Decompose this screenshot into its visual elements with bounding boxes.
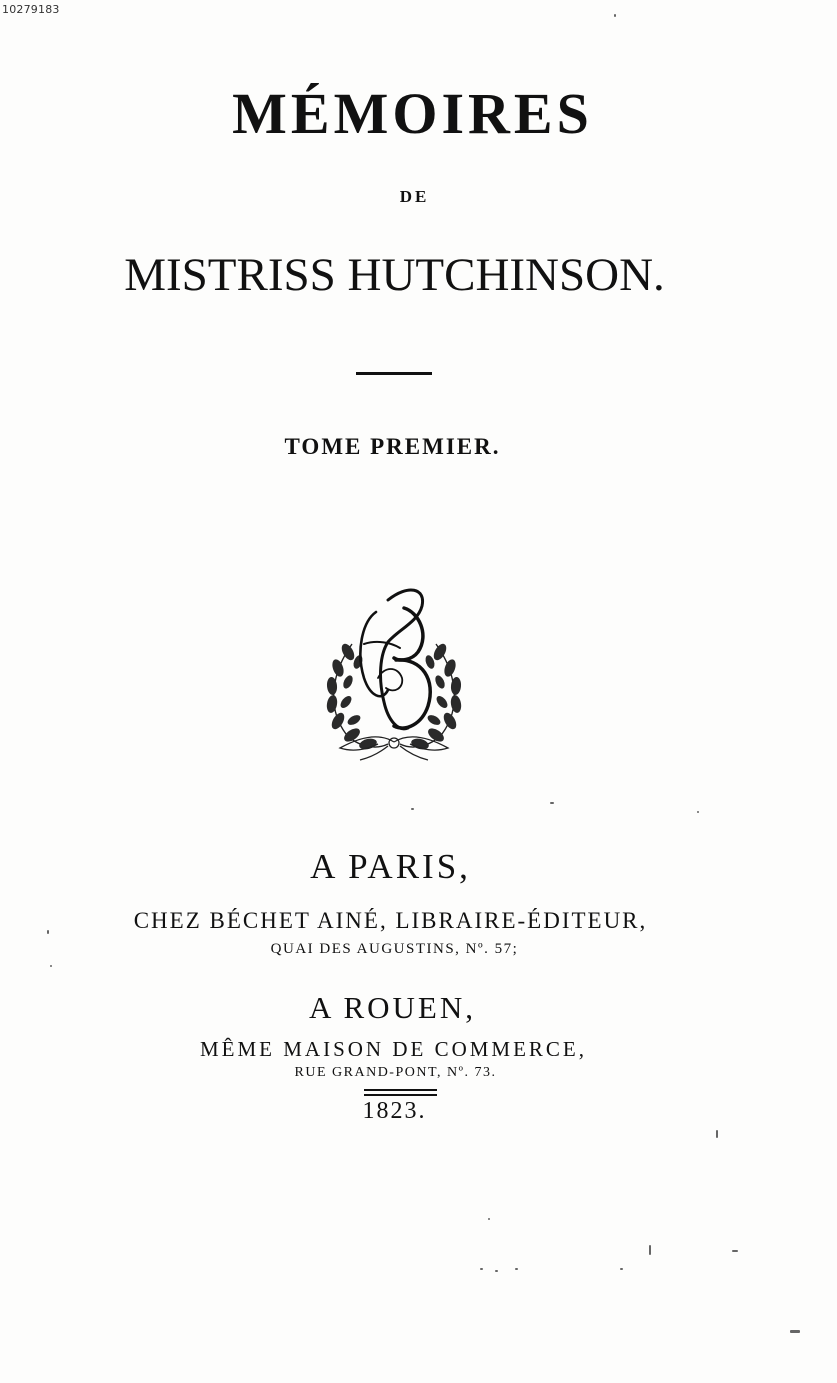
paper-speck [480,1268,483,1270]
imprint-publisher-rouen: MÊME MAISON DE COMMERCE, [199,1037,588,1061]
year-divider-top [364,1089,437,1091]
title-divider [356,372,432,375]
paper-speck [716,1130,718,1138]
imprint-city-paris: A PARIS, [310,847,471,886]
paper-speck [620,1268,623,1270]
paper-speck [47,930,49,934]
paper-speck [614,14,616,17]
imprint-city-rouen: A ROUEN, [309,990,476,1025]
paper-speck [50,965,52,967]
book-title: MÉMOIRES [232,81,593,146]
year-divider-bottom [364,1094,437,1096]
paper-speck [790,1330,800,1333]
paper-speck [515,1268,518,1270]
imprint-publisher-paris: CHEZ BÉCHET AINÉ, LIBRAIRE-ÉDITEUR, [133,908,648,933]
imprint-address-paris: QUAI DES AUGUSTINS, Nº. 57; [270,941,519,957]
title-connector: DE [399,187,430,206]
book-subject-name: MISTRISS HUTCHINSON. [124,249,665,301]
paper-speck [495,1270,498,1272]
paper-speck [488,1218,490,1220]
paper-speck [697,811,699,813]
imprint-address-rouen: RUE GRAND-PONT, Nº. 73. [294,1065,497,1080]
volume-label: TOME PREMIER. [284,434,501,459]
paper-speck [411,808,414,810]
publication-year: 1823. [362,1098,427,1124]
paper-speck [550,802,554,804]
catalog-id: 10279183 [2,3,60,16]
paper-speck [649,1245,651,1255]
paper-speck [732,1250,738,1252]
monogram-wreath-icon [318,582,470,762]
